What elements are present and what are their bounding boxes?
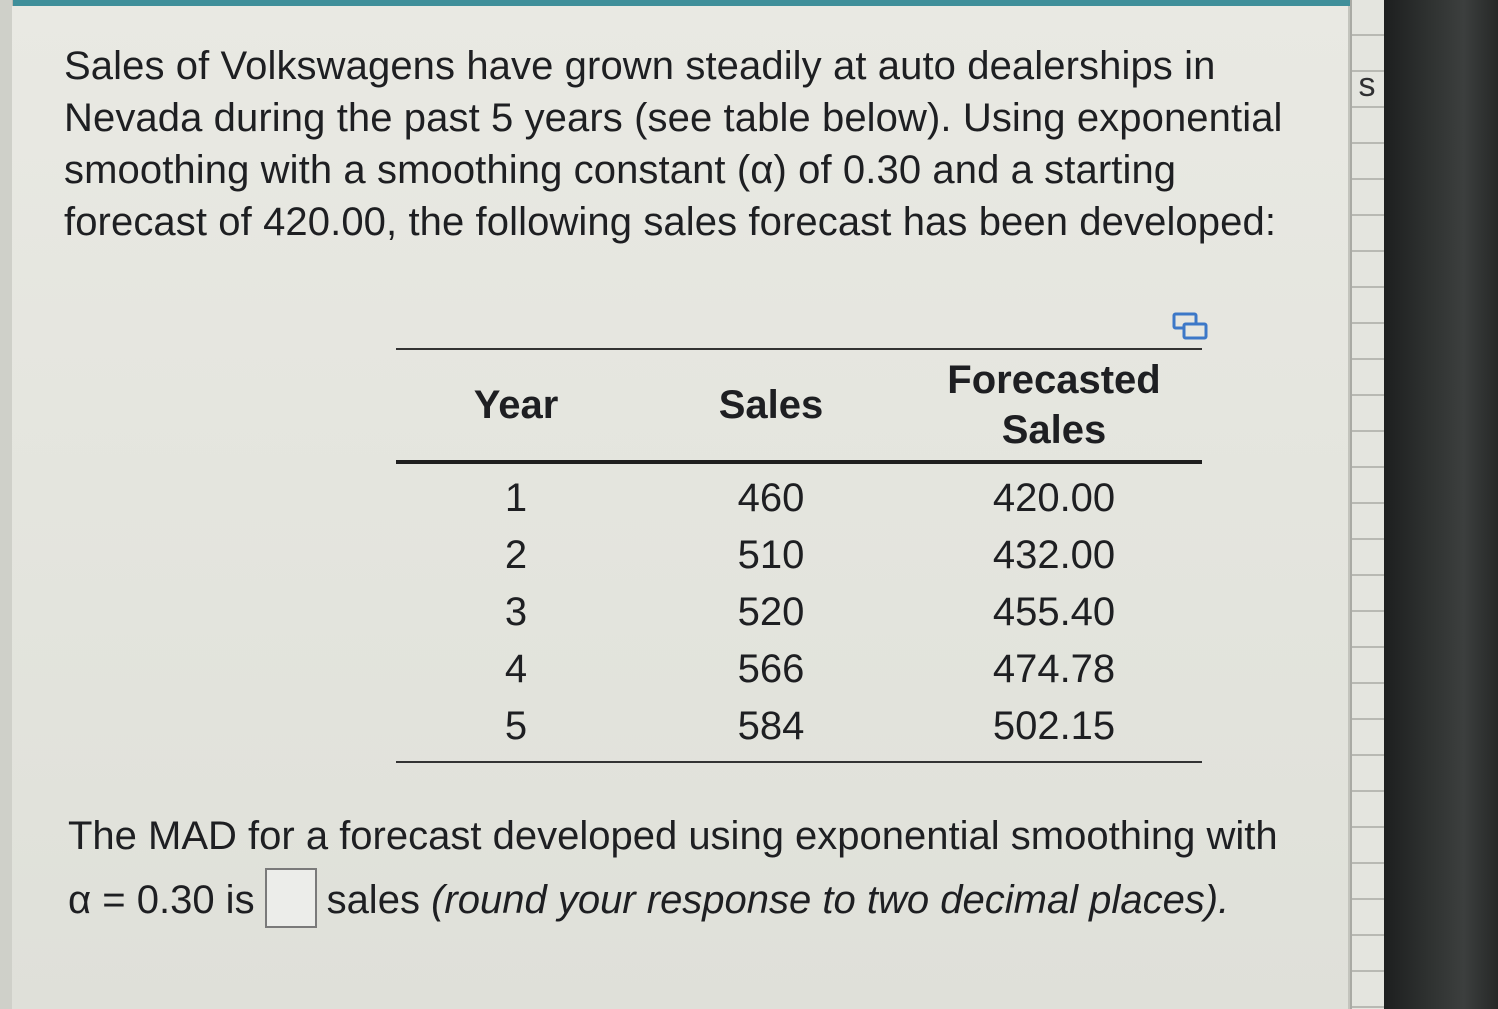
question-text: Sales of Volkswagens have grown steadily at auto dealerships in Nevada during the past 5 years (see table below). Using exponential smoothing with a smoothing constant (α) of 0.30 and a starting forecast of 420.00, the following sales forecast has been developed: (64, 44, 1283, 244)
sales-forecast-table (396, 348, 1202, 763)
answer-prefix: The MAD for a forecast developed using exponential smoothing with α = 0.30 is (68, 814, 1278, 922)
header-sales: Sales (636, 349, 906, 462)
cell-forecast: 432.00 (992, 533, 1116, 577)
cell-forecast: 502.15 (906, 698, 1202, 762)
cell-year: 4 (504, 647, 528, 691)
cell-year: 5 (396, 698, 636, 762)
cell-forecast: 420.00 (992, 476, 1116, 520)
cell-sales: 584 (636, 698, 906, 762)
cell-forecast: 455.40 (992, 590, 1116, 634)
cell-year: 2 (504, 533, 528, 577)
cell-sales: 510 (737, 533, 805, 577)
cell-year: 1 (504, 476, 528, 520)
cell-forecast: 474.78 (992, 647, 1116, 691)
side-sheet-letter: s (1358, 66, 1376, 104)
table-row (396, 584, 1202, 641)
side-sheet-strip (1350, 0, 1386, 1009)
cell-sales: 520 (737, 590, 805, 634)
table-row (396, 641, 1202, 698)
monitor-bezel (1384, 0, 1498, 1009)
answer-suffix: sales (326, 878, 420, 922)
question-panel (12, 6, 1350, 1009)
mad-answer-input[interactable] (265, 868, 317, 928)
table-header-row (396, 349, 1202, 462)
rounding-instruction: (round your response to two decimal places). (431, 878, 1230, 922)
answer-sentence (68, 804, 1298, 932)
table-row (396, 527, 1202, 584)
table-row (396, 462, 1202, 527)
header-year: Year (396, 349, 636, 462)
cell-sales: 460 (737, 476, 805, 520)
cell-sales: 566 (737, 647, 805, 691)
cell-year: 3 (504, 590, 528, 634)
table-row (396, 698, 1202, 762)
expand-table-icon[interactable] (1172, 310, 1208, 342)
header-forecasted-sales: Forecasted Sales (906, 349, 1202, 462)
